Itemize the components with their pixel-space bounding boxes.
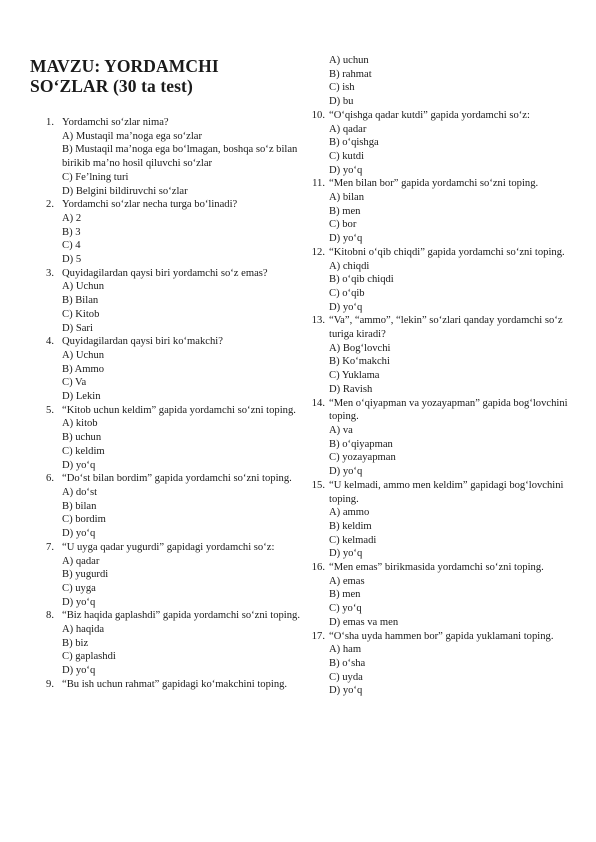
question-stem: Yordamchi so‘zlar nima? xyxy=(62,117,169,128)
answer-option: A) Bog‘lovchi xyxy=(329,342,391,354)
question-item xyxy=(30,267,300,336)
answer-option: B) uchun xyxy=(62,432,102,444)
question-stem: “Men emas” birikmasida yordamchi so‘zni toping. xyxy=(329,562,544,574)
question-number: 8. xyxy=(46,610,54,622)
answer-option: D) yo‘q xyxy=(329,685,363,697)
answer-option: C) bor xyxy=(329,219,357,231)
title-line-2: SO‘ZLAR (30 ta test) xyxy=(30,76,193,96)
answer-option: C) uyda xyxy=(329,671,363,683)
answer-option: B) o‘sha xyxy=(329,657,366,669)
question-stem: “O‘sha uyda hammen bor” gapida yuklamani toping. xyxy=(329,630,554,642)
answer-option: D) emas va men xyxy=(329,616,399,628)
answer-option: D) yo‘q xyxy=(62,528,96,540)
left-column xyxy=(30,0,300,692)
option-b: B) rahmat xyxy=(329,68,372,80)
question-number: 15. xyxy=(311,479,325,491)
answer-option: A) kitob xyxy=(62,418,98,430)
question-number: 4. xyxy=(46,336,54,348)
answer-option: B) Bilan xyxy=(62,295,99,307)
answer-option: A) Uchun xyxy=(62,349,105,361)
question-item xyxy=(302,397,572,479)
answer-option: D) yo‘q xyxy=(62,665,96,677)
question-item xyxy=(30,335,300,404)
question-number: 5. xyxy=(46,404,54,416)
answer-option: A) ham xyxy=(329,644,362,656)
question-number: 3. xyxy=(46,267,54,279)
answer-option: C) yozayapman xyxy=(329,452,396,464)
answer-option: A) emas xyxy=(329,575,365,587)
answer-option: A) qadar xyxy=(62,555,100,567)
question-item xyxy=(30,404,300,473)
answer-option: B) o‘qiyapman xyxy=(329,438,393,450)
question-stem: “Bu ish uchun rahmat” gapidagi ko‘makchini toping. xyxy=(62,678,288,690)
answer-option: A) do‘st xyxy=(62,486,98,498)
answer-option: D) 5 xyxy=(62,254,82,266)
question-stem: “U kelmadi, ammo men keldim” gapidagi bog‘lovchini toping. xyxy=(329,479,564,505)
answer-option: A) bilan xyxy=(329,192,365,204)
question-stem: “Kitobni o‘qib chiqdi” gapida yordamchi so‘zni toping. xyxy=(329,246,565,258)
answer-option: D) yo‘q xyxy=(329,301,363,313)
answer-option: D) yo‘q xyxy=(329,466,363,478)
answer-option: C) keldim xyxy=(62,445,105,457)
question-number: 12. xyxy=(311,246,325,258)
question-item xyxy=(302,246,572,315)
answer-option: C) Fe’lning turi xyxy=(62,171,129,183)
question-number: 2. xyxy=(46,199,54,211)
question-number: 9. xyxy=(46,678,54,690)
answer-option: D) yo‘q xyxy=(329,548,363,560)
question-stem: “Men o‘qiyapman va yozayapman” gapida bog‘lovchini toping. xyxy=(329,397,568,423)
question-stem: Quyidagilardan qaysi biri yordamchi so‘z emas? xyxy=(62,267,268,279)
question-item xyxy=(302,630,572,699)
question-number: 7. xyxy=(46,541,54,553)
answer-option: D) yo‘q xyxy=(329,164,363,176)
answer-option: B) o‘qib chiqdi xyxy=(329,274,394,286)
question-number: 10. xyxy=(311,109,325,121)
question-9-continued xyxy=(302,54,572,109)
answer-option: B) keldim xyxy=(329,520,372,532)
answer-option: C) kutdi xyxy=(329,150,365,162)
answer-option: A) Mustaqil ma’noga ega so‘zlar xyxy=(62,130,203,142)
question-number: 16. xyxy=(311,562,325,574)
answer-option: C) 4 xyxy=(62,240,81,252)
page-title xyxy=(30,56,300,96)
question-number: 6. xyxy=(46,473,54,485)
question-stem: “U uyga qadar yugurdi” gapidagi yordamchi so‘z: xyxy=(62,541,275,553)
answer-option: B) men xyxy=(329,205,361,217)
question-number: 11. xyxy=(312,178,325,190)
answer-option: A) chiqdi xyxy=(329,260,370,272)
answer-option: D) Ravish xyxy=(329,383,373,395)
answer-option: C) uyga xyxy=(62,582,96,594)
answer-option: B) Mustaqil ma’noga ega bo‘lmagan, boshqa so‘z bilan birikib ma’no hosil qiluvchi so‘zlar xyxy=(62,144,298,170)
question-stem: Yordamchi so‘zlar necha turga bo‘linadi? xyxy=(62,199,238,211)
question-number: 17. xyxy=(311,630,325,642)
answer-option: B) Ammo xyxy=(62,363,105,375)
answer-option: A) qadar xyxy=(329,123,367,135)
answer-option: B) 3 xyxy=(62,226,81,238)
answer-option: C) Yuklama xyxy=(329,370,380,382)
question-stem: “O‘qishga qadar kutdi” gapida yordamchi so‘z: xyxy=(329,109,530,121)
question-item xyxy=(302,314,572,396)
question-item xyxy=(30,609,300,678)
answer-option: A) va xyxy=(329,424,353,436)
question-number: 1. xyxy=(46,117,54,128)
option-a: A) uchun xyxy=(329,55,369,66)
answer-option: C) o‘qib xyxy=(329,287,365,299)
question-stem: Quyidagilardan qaysi biri ko‘makchi? xyxy=(62,336,223,348)
answer-option: B) yugurdi xyxy=(62,569,109,581)
answer-option: C) bordim xyxy=(62,514,106,526)
answer-option: D) Belgini bildiruvchi so‘zlar xyxy=(62,185,188,197)
question-number: 13. xyxy=(311,315,325,327)
question-stem: “Va”, “ammo”, “lekin” so‘zlari qanday yordamchi so‘z turiga kiradi? xyxy=(329,315,563,341)
question-stem: “Do‘st bilan bordim” gapida yordamchi so‘zni toping. xyxy=(62,473,292,485)
question-item xyxy=(30,541,300,610)
answer-option: C) Va xyxy=(62,377,87,389)
answer-option: D) yo‘q xyxy=(62,459,96,471)
question-item xyxy=(302,177,572,246)
answer-option: C) yo‘q xyxy=(329,603,362,615)
answer-option: B) men xyxy=(329,589,361,601)
option-d: D) bu xyxy=(329,96,354,108)
question-item xyxy=(302,109,572,178)
title-line-1: MAVZU: YORDAMCHI xyxy=(30,56,219,76)
question-stem: “Biz haqida gaplashdi” gapida yordamchi so‘zni toping. xyxy=(62,610,300,622)
question-list-left xyxy=(30,116,300,692)
question-item xyxy=(30,678,300,692)
answer-option: C) kelmadi xyxy=(329,534,377,546)
question-item xyxy=(302,479,572,561)
answer-option: B) Ko‘makchi xyxy=(329,356,390,368)
question-item xyxy=(30,472,300,541)
answer-option: B) bilan xyxy=(62,500,97,512)
option-c: C) ish xyxy=(329,82,355,94)
answer-option: A) 2 xyxy=(62,212,82,224)
question-item xyxy=(302,561,572,630)
answer-option: D) Sari xyxy=(62,322,93,334)
question-list-right xyxy=(302,109,572,698)
question-item xyxy=(30,116,300,198)
answer-option: D) yo‘q xyxy=(62,596,96,608)
answer-option: A) haqida xyxy=(62,624,105,636)
question-number: 14. xyxy=(311,397,325,409)
answer-option: B) biz xyxy=(62,637,89,649)
answer-option: D) yo‘q xyxy=(329,233,363,245)
question-stem: “Kitob uchun keldim” gapida yordamchi so‘zni toping. xyxy=(62,404,296,416)
answer-option: C) Kitob xyxy=(62,308,100,320)
answer-option: C) gaplashdi xyxy=(62,651,116,663)
answer-option: D) Lekin xyxy=(62,391,101,403)
question-stem: “Men bilan bor” gapida yordamchi so‘zni toping. xyxy=(329,178,539,190)
answer-option: A) Uchun xyxy=(62,281,105,293)
right-column xyxy=(302,54,572,698)
question-item xyxy=(30,198,300,267)
answer-option: A) ammo xyxy=(329,507,370,519)
answer-option: B) o‘qishga xyxy=(329,137,379,149)
